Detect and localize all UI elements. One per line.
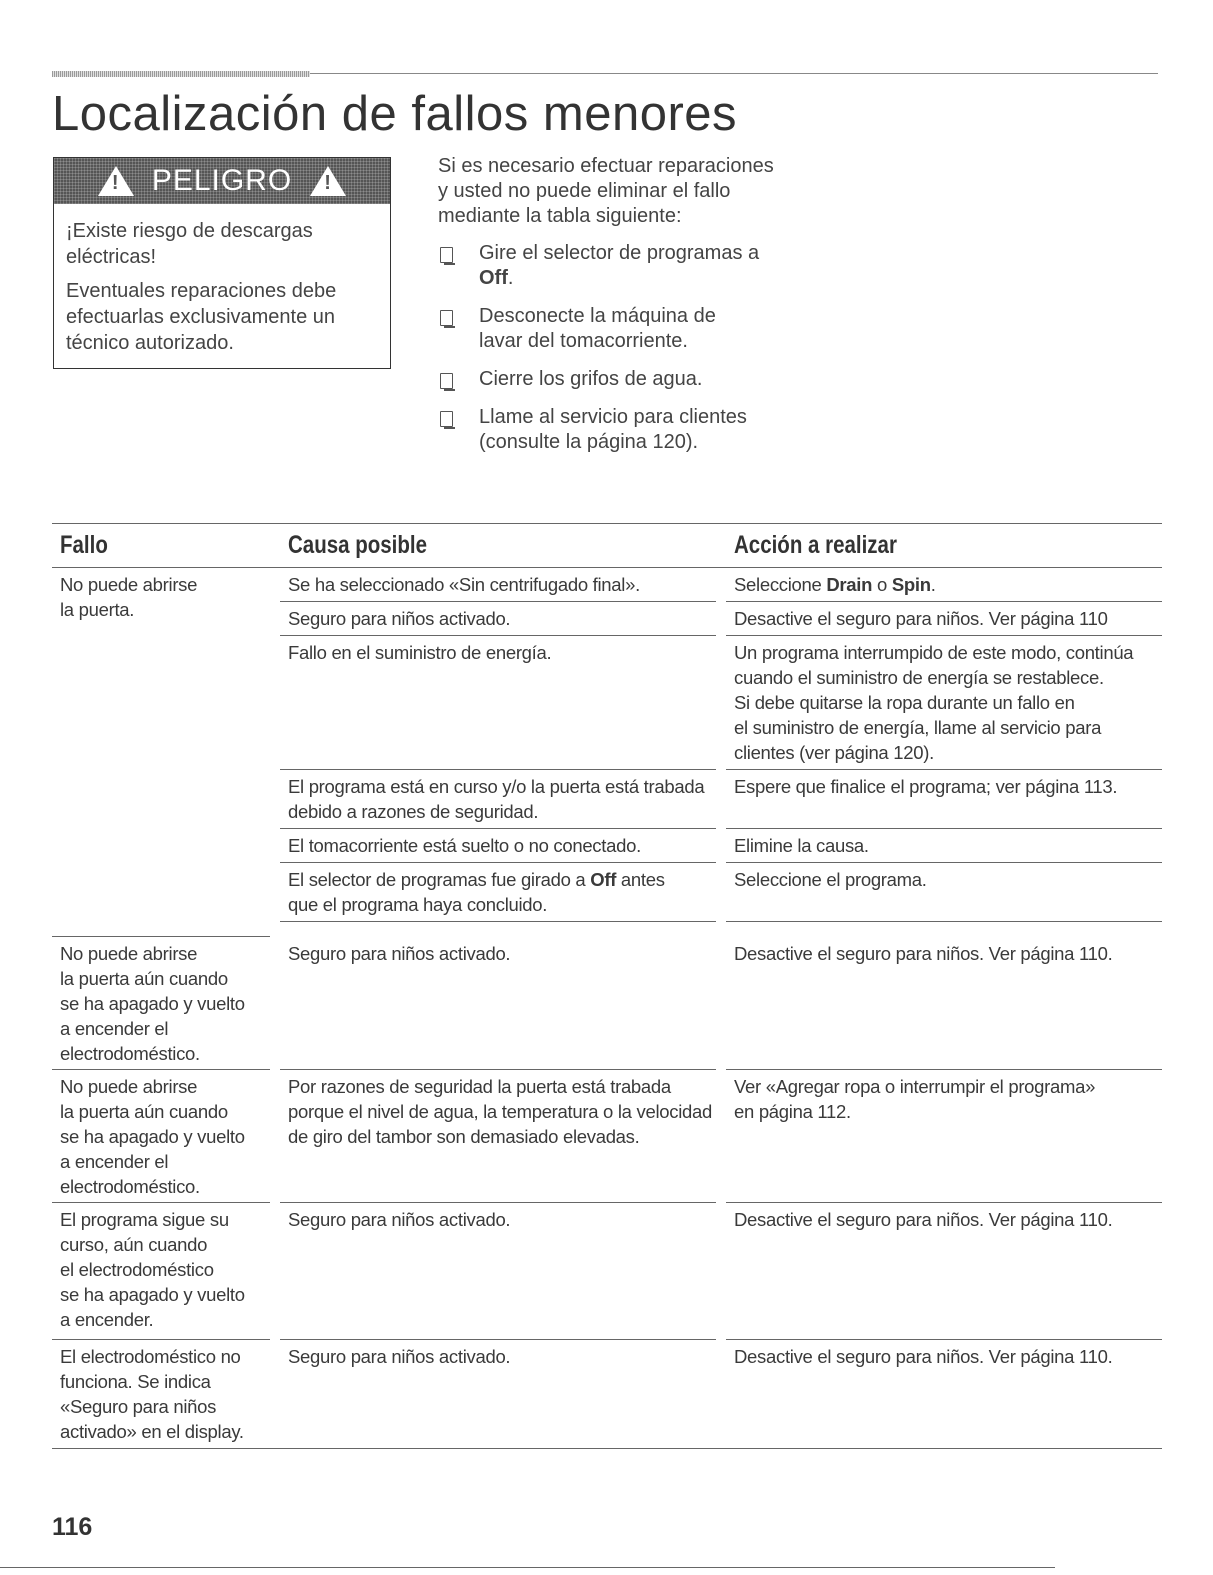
action-cell: Un programa interrumpido de este modo, continúa cuando el suministro de energía se restablece. Si debe quitarse la ropa durante un fallo en el suministro de energía, llame al servicio para clientes (ver página 120). [726, 636, 1162, 770]
action-cell: Desactive el seguro para niños. Ver página 110. [726, 1203, 1162, 1340]
header-fault: Fallo [60, 531, 108, 559]
fault-cell: El programa sigue su curso, aún cuando el electrodoméstico se ha apagado y vuelto a encender. [52, 1203, 270, 1340]
table-row [280, 770, 1162, 829]
checkbox-icon [440, 373, 453, 389]
cause-cell: Fallo en el suministro de energía. [280, 636, 716, 770]
danger-text-1: ¡Existe riesgo de descargas eléctricas! [66, 220, 313, 268]
cause-cell [280, 863, 716, 922]
page-title: Localización de fallos menores [52, 87, 738, 141]
action-cell: Desactive el seguro para niños. Ver página 110. [726, 937, 1162, 1070]
table-row [280, 863, 1162, 922]
action-cell: Ver «Agregar ropa o interrumpir el programa» en página 112. [726, 1070, 1162, 1203]
cause-cell: Seguro para niños activado. [288, 1346, 511, 1367]
cause-text: antes que el programa haya concluido. [288, 869, 665, 915]
step-text: Cierre los grifos de agua. [479, 368, 703, 390]
table-group [52, 1203, 1162, 1340]
action-text: o [872, 574, 892, 595]
warning-triangle-icon [310, 166, 346, 196]
checkbox-icon [440, 411, 453, 427]
fault-cell: El electrodoméstico no funciona. Se indica «Seguro para niños activado» en el display. [60, 1346, 244, 1442]
cause-cell: El programa está en curso y/o la puerta está trabada debido a razones de seguridad. [280, 770, 716, 829]
cause-cell: Se ha seleccionado «Sin centrifugado final». [280, 568, 716, 602]
danger-text-2: Eventuales reparaciones debe efectuarlas exclusivamente un técnico autorizado. [66, 280, 337, 354]
danger-box [53, 157, 391, 369]
action-text: . [930, 574, 936, 595]
checklist-item [438, 241, 778, 291]
danger-header [54, 158, 390, 204]
page-number: 116 [52, 1513, 93, 1541]
cause-cell: El tomacorriente está suelto o no conectado. [280, 829, 716, 863]
action-cell: Espere que finalice el programa; ver página 113. [726, 770, 1162, 829]
action-bold-text: Spin [891, 574, 931, 595]
table-group [52, 1340, 1162, 1449]
table-group [52, 568, 1162, 937]
action-cell: Elimine la causa. [726, 829, 1162, 863]
bottom-rule [0, 1567, 1055, 1568]
action-cell [726, 568, 1162, 602]
troubleshooting-table [52, 523, 1162, 1449]
action-cell: Seleccione el programa. [726, 863, 1162, 922]
action-bold-text: Drain [826, 574, 873, 595]
checklist [438, 241, 778, 455]
table-group [52, 937, 1162, 1070]
fault-cell: No puede abrirse la puerta aún cuando se ha apagado y vuelto a encender el electrodoméstico. [52, 1070, 270, 1203]
action-cell: Desactive el seguro para niños. Ver página 110 [726, 602, 1162, 636]
checklist-item [438, 405, 778, 455]
danger-label: PELIGRO [151, 164, 293, 197]
cause-cell: Por razones de seguridad la puerta está trabada porque el nivel de agua, la temperatura o la velocidad de giro del tambor son demasiado elevadas. [280, 1070, 716, 1203]
cause-cell: Seguro para niños activado. [280, 602, 716, 636]
step-text: . [507, 267, 514, 289]
checklist-item [438, 304, 778, 354]
checklist-item [438, 367, 778, 392]
step-bold-text: Off [479, 267, 508, 289]
cause-cell: Seguro para niños activado. [280, 1203, 716, 1340]
step-text: Llame al servicio para clientes (consulte la página 120). [479, 406, 747, 453]
action-text: Seleccione [734, 574, 827, 595]
instructions-intro: Si es necesario efectuar reparaciones y usted no puede eliminar el fallo mediante la tabla siguiente: [438, 155, 774, 227]
step-text: Gire el selector de programas a [479, 242, 760, 264]
table-row [280, 636, 1162, 770]
fault-cell: No puede abrirse la puerta. [52, 568, 270, 937]
header-action: Acción a realizar [734, 531, 897, 559]
step-text: Desconecte la máquina de lavar del tomacorriente. [479, 305, 716, 352]
table-row [280, 568, 1162, 602]
cause-cell: Seguro para niños activado. [280, 937, 716, 1070]
table-group [52, 1070, 1162, 1203]
table-header [52, 523, 1162, 568]
cause-bold-text: Off [590, 869, 617, 890]
top-rule-band [52, 71, 310, 77]
warning-triangle-icon [98, 166, 134, 196]
table-row [280, 829, 1162, 863]
header-cause: Causa posible [288, 531, 427, 559]
instructions [438, 154, 778, 468]
action-cell: Desactive el seguro para niños. Ver página 110. [734, 1346, 1113, 1367]
fault-cell: No puede abrirse la puerta aún cuando se ha apagado y vuelto a encender el electrodoméstico. [52, 937, 270, 1070]
checkbox-icon [440, 310, 453, 326]
cause-text: El selector de programas fue girado a [288, 869, 591, 890]
table-row [280, 602, 1162, 636]
checkbox-icon [440, 247, 453, 263]
